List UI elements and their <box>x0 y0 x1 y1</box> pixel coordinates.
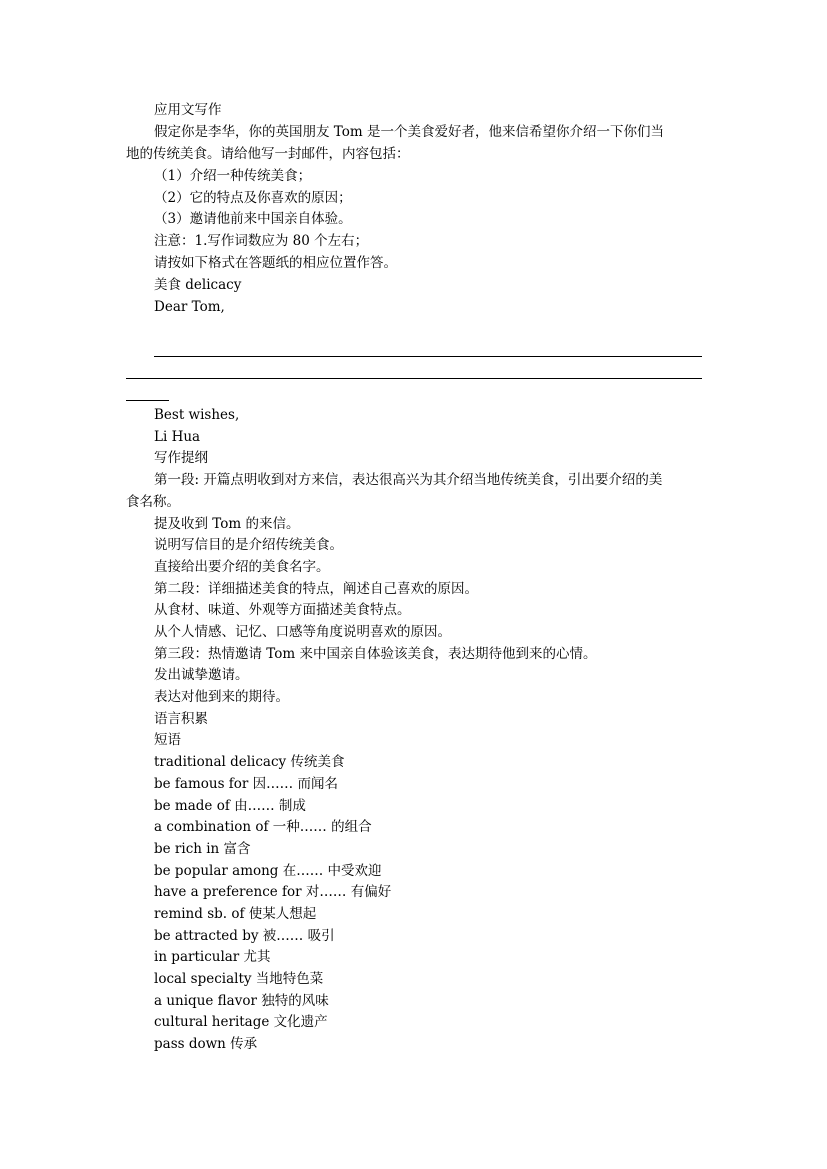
closing-signature: Li Hua <box>154 429 201 445</box>
phrase-item: be made of 由…… 制成 <box>154 798 306 814</box>
phrase-item: a unique flavor 独特的风味 <box>154 993 329 1009</box>
closing-wishes: Best wishes, <box>154 407 240 423</box>
outline-p1-line-2: 食名称。 <box>126 494 180 510</box>
prompt-point-2: （2）它的特点及你喜欢的原因； <box>154 190 352 206</box>
outline-p3: 第三段：热情邀请 Tom 来中国亲自体验该美食，表达期待他到来的心情。 <box>154 646 597 662</box>
prompt-line-2: 地的传统美食。请给他写一封邮件，内容包括： <box>126 146 410 162</box>
outline-p1-line-1: 第一段: 开篇点明收到对方来信，表达很高兴为其介绍当地传统美食，引出要介绍的美 <box>154 472 663 488</box>
prompt-line-1: 假定你是李华，你的英国朋友 Tom 是一个美食爱好者，他来信希望你介绍一下你们当 <box>154 124 664 140</box>
phrase-item: local specialty 当地特色菜 <box>154 971 324 987</box>
outline-p1-item: 说明写信目的是介绍传统美食。 <box>154 537 343 553</box>
section-title: 应用文写作 <box>154 102 222 118</box>
answer-line-1 <box>154 356 702 357</box>
letter-greeting: Dear Tom, <box>154 299 225 315</box>
prompt-point-3: （3）邀请他前来中国亲自体验。 <box>154 211 352 227</box>
phrase-item: be famous for 因…… 而闻名 <box>154 776 338 792</box>
outline-p3-item: 发出诚挚邀请。 <box>154 667 249 683</box>
prompt-point-1: （1）介绍一种传统美食； <box>154 168 312 184</box>
phrases-heading: 短语 <box>154 732 181 748</box>
outline-p3-item: 表达对他到来的期待。 <box>154 689 289 705</box>
outline-p1-item: 直接给出要介绍的美食名字。 <box>154 559 330 575</box>
topic-label: 美食 delicacy <box>154 277 242 293</box>
answer-line-3 <box>126 400 169 401</box>
answer-line-2 <box>126 378 702 379</box>
prompt-instruction: 请按如下格式在答题纸的相应位置作答。 <box>154 255 397 271</box>
phrase-item: be attracted by 被…… 吸引 <box>154 928 335 944</box>
phrase-item: pass down 传承 <box>154 1036 258 1052</box>
phrase-item: in particular 尤其 <box>154 949 271 965</box>
outline-heading: 写作提纲 <box>154 450 208 466</box>
phrase-item: traditional delicacy 传统美食 <box>154 754 345 770</box>
outline-p2-item: 从个人情感、记忆、口感等角度说明喜欢的原因。 <box>154 624 451 640</box>
phrase-item: cultural heritage 文化遗产 <box>154 1014 328 1030</box>
phrase-item: be rich in 富含 <box>154 841 251 857</box>
prompt-note: 注意：1.写作词数应为 80 个左右； <box>154 233 369 249</box>
language-heading: 语言积累 <box>154 711 208 727</box>
outline-p2-item: 从食材、味道、外观等方面描述美食特点。 <box>154 602 411 618</box>
phrase-item: a combination of 一种…… 的组合 <box>154 819 372 835</box>
outline-p2: 第二段：详细描述美食的特点，阐述自己喜欢的原因。 <box>154 581 478 597</box>
outline-p1-item: 提及收到 Tom 的来信。 <box>154 516 300 532</box>
phrase-item: remind sb. of 使某人想起 <box>154 906 317 922</box>
phrase-item: be popular among 在…… 中受欢迎 <box>154 863 382 879</box>
phrase-item: have a preference for 对…… 有偏好 <box>154 884 392 900</box>
